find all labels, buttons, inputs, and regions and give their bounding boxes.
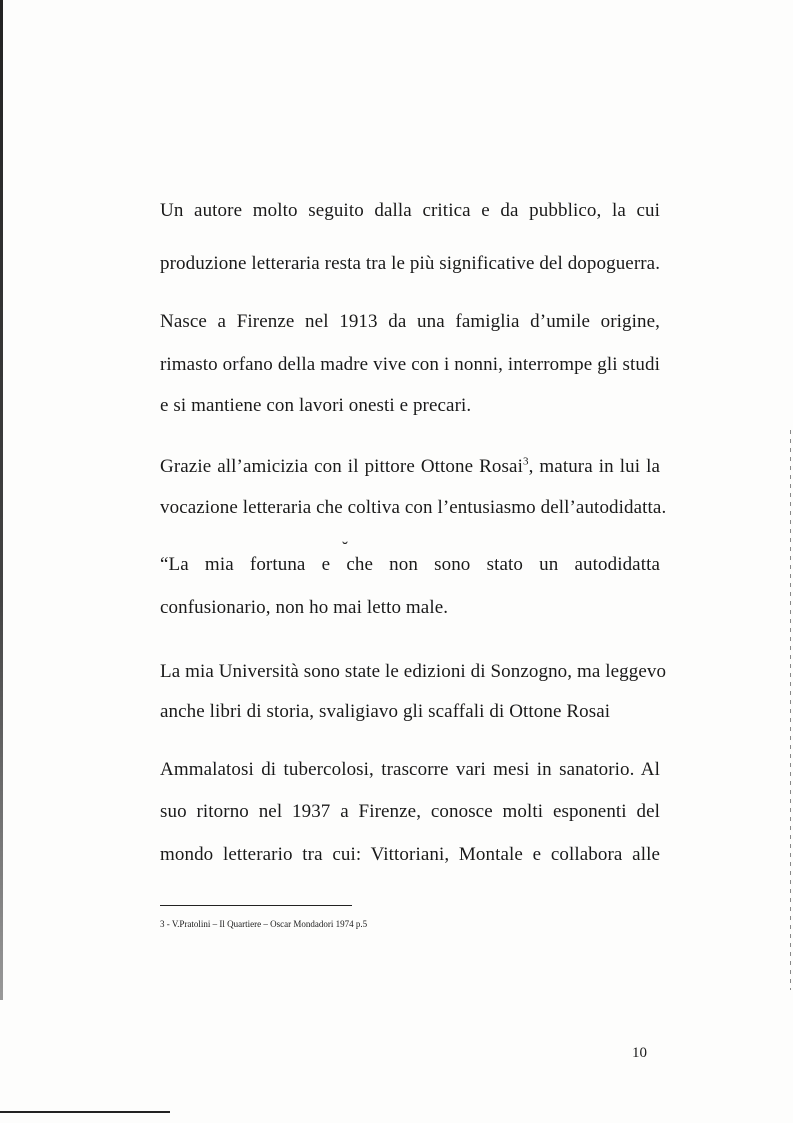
body-line-5: e si mantiene con lavori onesti e precari. — [160, 395, 472, 416]
body-line-14: mondo letterario tra cui: Vittoriani, Montale e collabora alle — [160, 844, 660, 865]
body-line-2: produzione letteraria resta tra le più significative del dopoguerra. — [160, 253, 661, 274]
footnote-reference: 3 — [522, 455, 529, 468]
body-line-11: anche libri di storia, svaligiavo gli scaffali di Ottone Rosai — [160, 701, 611, 722]
body-line-13: suo ritorno nel 1937 a Firenze, conosce molti esponenti del — [160, 801, 660, 822]
body-line-12: Ammalatosi di tubercolosi, trascorre vari mesi in sanatorio. Al — [160, 759, 660, 780]
body-line-9: confusionario, non ho mai letto male. — [160, 597, 449, 618]
footnote — [160, 918, 367, 930]
body-line-6 — [160, 455, 660, 479]
body-line-8: “La mia fortuna e che non sono stato un autodidatta — [160, 554, 660, 575]
rosai-text: Grazie all’amicizia con il pittore Ottone Rosai — [160, 456, 523, 477]
scan-bottom-mark — [0, 1111, 170, 1113]
footnote-text: - V.Pratolini – Il Quartiere – Oscar Mondadori 1974 p.5 — [164, 919, 368, 929]
body-line-4: rimasto orfano della madre vive con i nonni, interrompe gli studi — [160, 354, 660, 375]
scan-right-edge — [790, 430, 791, 990]
body-line-3: Nasce a Firenze nel 1913 da una famiglia d’umile origine, — [160, 311, 660, 332]
scan-left-edge — [0, 0, 3, 1000]
body-line-1: Un autore molto seguito dalla critica e da pubblico, la cui — [160, 200, 660, 221]
footnote-number: 3 — [160, 919, 165, 929]
body-line-10: La mia Università sono state le edizioni di Sonzogno, ma leggevo — [160, 661, 667, 682]
body-line-7: vocazione letteraria che coltiva con l’entusiasmo dell’autodidatta. — [160, 497, 667, 518]
handwritten-accent-mark: ˘ — [342, 538, 348, 558]
footnote-separator — [160, 905, 352, 906]
rosai-text-end: , matura in lui la — [528, 456, 660, 477]
page-number: 10 — [632, 1045, 647, 1061]
